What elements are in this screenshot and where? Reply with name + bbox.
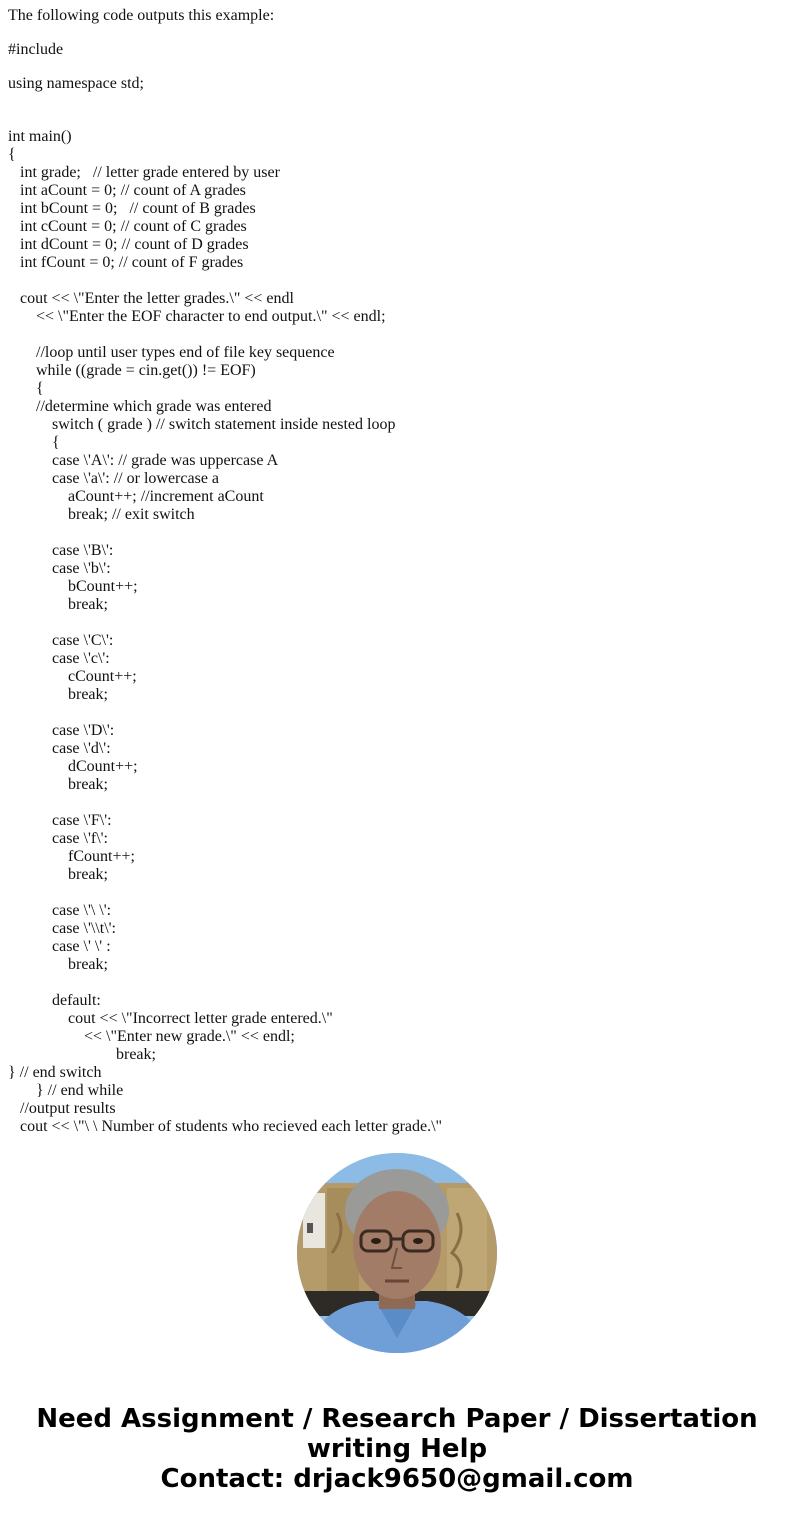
code-line: int main()	[8, 128, 72, 145]
using-namespace-line: using namespace std;	[8, 75, 144, 92]
code-line	[8, 326, 442, 344]
code-line: case \'D\':	[52, 722, 115, 739]
code-line	[8, 272, 442, 290]
author-avatar	[297, 1153, 497, 1353]
code-line: break;	[68, 776, 108, 793]
code-line: } // end switch	[8, 1064, 102, 1081]
code-line: case \'C\':	[52, 632, 114, 649]
code-line: fCount++;	[68, 848, 135, 865]
code-line: case \'b\':	[52, 560, 111, 577]
code-line: break;	[68, 866, 108, 883]
code-line: case \'a\': // or lowercase a	[52, 470, 220, 487]
code-line: int dCount = 0; // count of D grades	[20, 236, 249, 253]
promo-line-1: Need Assignment / Research Paper / Dissertation	[36, 1404, 758, 1434]
code-line: //output results	[20, 1100, 116, 1117]
code-line: case \'\\t\':	[52, 920, 116, 937]
code-line: switch ( grade ) // switch statement inside nested loop	[52, 416, 396, 433]
code-line: dCount++;	[68, 758, 138, 775]
code-line: case \'\ \':	[52, 902, 112, 919]
code-line: {	[52, 434, 60, 451]
code-line	[8, 884, 442, 902]
person-photo-icon	[297, 1153, 497, 1353]
promo-contact-line: Contact: drjack9650@gmail.com	[160, 1464, 634, 1494]
code-line: int aCount = 0; // count of A grades	[20, 182, 246, 199]
code-line: break;	[116, 1046, 156, 1063]
code-block	[8, 128, 442, 1136]
code-line: } // end while	[36, 1082, 124, 1099]
promo-banner	[0, 1404, 794, 1494]
code-line	[8, 614, 442, 632]
code-line	[8, 974, 442, 992]
code-line: bCount++;	[68, 578, 138, 595]
code-line: case \' \' :	[52, 938, 111, 955]
code-line: {	[36, 380, 44, 397]
promo-line-2: writing Help	[306, 1434, 488, 1464]
code-line: cout << \"Enter the letter grades.\" << endl	[20, 290, 294, 307]
code-line: int fCount = 0; // count of F grades	[20, 254, 244, 271]
code-line: case \'f\':	[52, 830, 108, 847]
code-line: int grade; // letter grade entered by user	[20, 164, 280, 181]
intro-heading: The following code outputs this example:	[8, 7, 275, 24]
code-line: case \'c\':	[52, 650, 110, 667]
code-line: cout << \"\ \ Number of students who recieved each letter grade.\"	[20, 1118, 443, 1135]
code-line: case \'F\':	[52, 812, 112, 829]
code-line: int cCount = 0; // count of C grades	[20, 218, 247, 235]
code-line: case \'B\':	[52, 542, 114, 559]
include-line: #include	[8, 41, 64, 58]
code-line: case \'A\': // grade was uppercase A	[52, 452, 279, 469]
code-line: while ((grade = cin.get()) != EOF)	[36, 362, 256, 379]
code-line: cCount++;	[68, 668, 137, 685]
code-line: break; // exit switch	[68, 506, 195, 523]
code-line: //determine which grade was entered	[36, 398, 272, 415]
code-line: default:	[52, 992, 101, 1009]
code-line: break;	[68, 596, 108, 613]
code-line: cout << \"Incorrect letter grade entered.\"	[68, 1010, 333, 1027]
code-line: {	[8, 146, 16, 163]
code-line: break;	[68, 686, 108, 703]
code-line: aCount++; //increment aCount	[68, 488, 264, 505]
code-line	[8, 704, 442, 722]
code-line: case \'d\':	[52, 740, 111, 757]
code-line: int bCount = 0; // count of B grades	[20, 200, 256, 217]
code-line: << \"Enter the EOF character to end output.\" << endl;	[36, 308, 386, 325]
code-line: break;	[68, 956, 108, 973]
code-line: //loop until user types end of file key sequence	[36, 344, 335, 361]
code-line	[8, 794, 442, 812]
code-line	[8, 524, 442, 542]
code-line: << \"Enter new grade.\" << endl;	[84, 1028, 295, 1045]
